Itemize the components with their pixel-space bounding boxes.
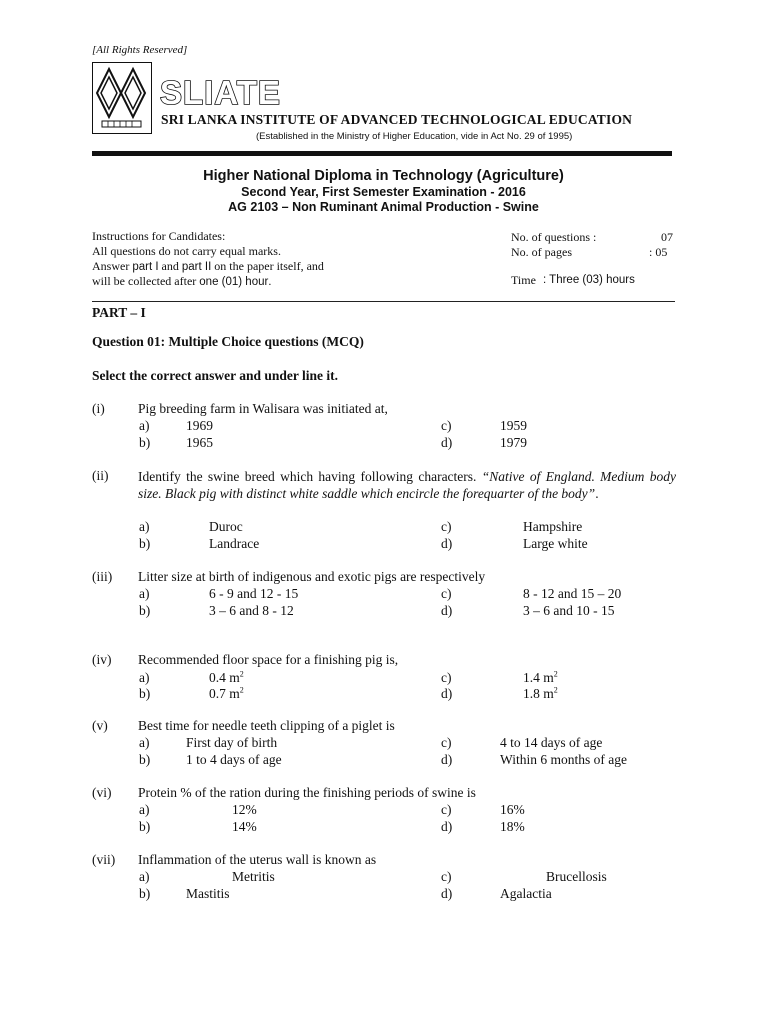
option-a-label: a) (139, 869, 150, 884)
question-text: Inflammation of the uterus wall is known as (138, 852, 377, 867)
option-b: 0.7 $m^2$ (209, 685, 244, 701)
option-b: 1965 (186, 435, 213, 450)
option-c-label: c) (441, 869, 452, 884)
option-b: Landrace (209, 536, 260, 551)
option-d: Agalactia (500, 886, 552, 901)
sliate-wordmark: SLIATE (160, 74, 281, 111)
option-a: First day of birth (186, 735, 278, 750)
option-a: Metritis (232, 869, 275, 884)
option-c-label: c) (441, 735, 452, 750)
question-number: (vii) (92, 852, 116, 867)
option-a-label: a) (139, 586, 150, 601)
question-number: (iv) (92, 652, 112, 667)
option-c: 1.4 $m^2$ (523, 669, 558, 685)
option-a-label: a) (139, 735, 150, 750)
option-b: 14% (232, 819, 257, 834)
option-b: 3 – 6 and 8 - 12 (209, 603, 294, 618)
instructions-line1: All questions do not carry equal marks. (92, 244, 281, 258)
option-a: 1969 (186, 418, 213, 433)
question-text: Recommended floor space for a finishing pig is, (138, 652, 399, 667)
option-b-label: b) (139, 603, 151, 618)
question-number: (i) (92, 401, 105, 416)
program-title: Higher National Diploma in Technology (Agriculture) (203, 168, 564, 184)
option-d: 1.8 $m^2$ (523, 685, 558, 701)
option-c-label: c) (441, 519, 452, 534)
option-b-label: b) (139, 536, 151, 551)
question-number: (ii) (92, 468, 109, 483)
pages-count-value: : 05 (649, 245, 668, 259)
instructions-divider (92, 301, 675, 302)
option-d: 18% (500, 819, 525, 834)
option-a: 12% (232, 802, 257, 817)
option-a: 6 - 9 and 12 - 15 (209, 586, 299, 601)
option-a-label: a) (139, 802, 150, 817)
option-c: Hampshire (523, 519, 583, 534)
time-label: Time (511, 273, 536, 287)
option-b-label: b) (139, 752, 151, 767)
option-b-label: b) (139, 435, 151, 450)
option-d-label: d) (441, 686, 453, 701)
option-a-label: a) (139, 418, 150, 433)
part-heading: PART – I (92, 305, 146, 320)
institute-name: SRI LANKA INSTITUTE OF ADVANCED TECHNOLOGICAL EDUCATION (161, 112, 633, 127)
option-d: 3 – 6 and 10 - 15 (523, 603, 615, 618)
established-note: (Established in the Ministry of Higher Education, vide in Act No. 29 of 1995) (256, 131, 573, 142)
option-c: 16% (500, 802, 525, 817)
option-a: 0.4 $m^2$ (209, 669, 244, 685)
option-d-label: d) (441, 536, 453, 551)
option-c: Brucellosis (546, 869, 607, 884)
time-value: : Three (03) hours (543, 274, 635, 286)
questions-count-label: No. of questions : (511, 230, 597, 244)
question-number: (iii) (92, 569, 113, 584)
course-title: AG 2103 – Non Ruminant Animal Production - Swine (228, 200, 539, 214)
option-b: 1 to 4 days of age (186, 752, 282, 767)
instructions-line3: will be collected after one (01) hour. (92, 274, 272, 288)
question-text: Pig breeding farm in Walisara was initiated at, (138, 401, 388, 416)
option-b: Mastitis (186, 886, 230, 901)
option-d-label: d) (441, 603, 453, 618)
option-c-label: c) (441, 670, 452, 685)
option-a: Duroc (209, 519, 243, 534)
exam-title: Second Year, First Semester Examination - 2016 (241, 185, 526, 199)
question-text: Litter size at birth of indigenous and exotic pigs are respectively (138, 569, 486, 584)
option-a-label: a) (139, 670, 150, 685)
question-number: (vi) (92, 785, 112, 800)
option-d: Within 6 months of age (500, 752, 627, 767)
sliate-logo (92, 62, 152, 134)
option-d-label: d) (441, 819, 453, 834)
question-text: Best time for needle teeth clipping of a piglet is (138, 718, 395, 733)
question-title: Question 01: Multiple Choice questions (MCQ) (92, 334, 364, 349)
question-number: (v) (92, 718, 108, 733)
option-d-label: d) (441, 435, 453, 450)
question-text: Protein % of the ration during the finishing periods of swine is (138, 785, 476, 800)
option-c: 8 - 12 and 15 – 20 (523, 586, 622, 601)
option-b-label: b) (139, 686, 151, 701)
option-d-label: d) (441, 886, 453, 901)
option-a-label: a) (139, 519, 150, 534)
option-c: 4 to 14 days of age (500, 735, 603, 750)
instructions-heading: Instructions for Candidates: (92, 229, 226, 243)
header-divider (92, 151, 672, 156)
option-d: 1979 (500, 435, 527, 450)
rights-reserved: [All Rights Reserved] (92, 44, 188, 56)
diamond-logo-icon (93, 63, 150, 132)
option-b-label: b) (139, 819, 151, 834)
instructions-line2: Answer part I and part II on the paper itself, and (92, 259, 324, 273)
option-c-label: c) (441, 586, 452, 601)
option-d: Large white (523, 536, 588, 551)
option-b-label: b) (139, 886, 151, 901)
select-instruction: Select the correct answer and under line it. (92, 368, 338, 383)
option-c-label: c) (441, 418, 452, 433)
questions-count-value: 07 (661, 230, 673, 244)
option-c: 1959 (500, 418, 527, 433)
question-text: Identify the swine breed which having following characters. “Native of England. Medium body size. Black pig with distinct white saddle which encircle the forequarter of the body”. (138, 469, 676, 501)
pages-count-label: No. of pages (511, 245, 572, 259)
option-d-label: d) (441, 752, 453, 767)
option-c-label: c) (441, 802, 452, 817)
